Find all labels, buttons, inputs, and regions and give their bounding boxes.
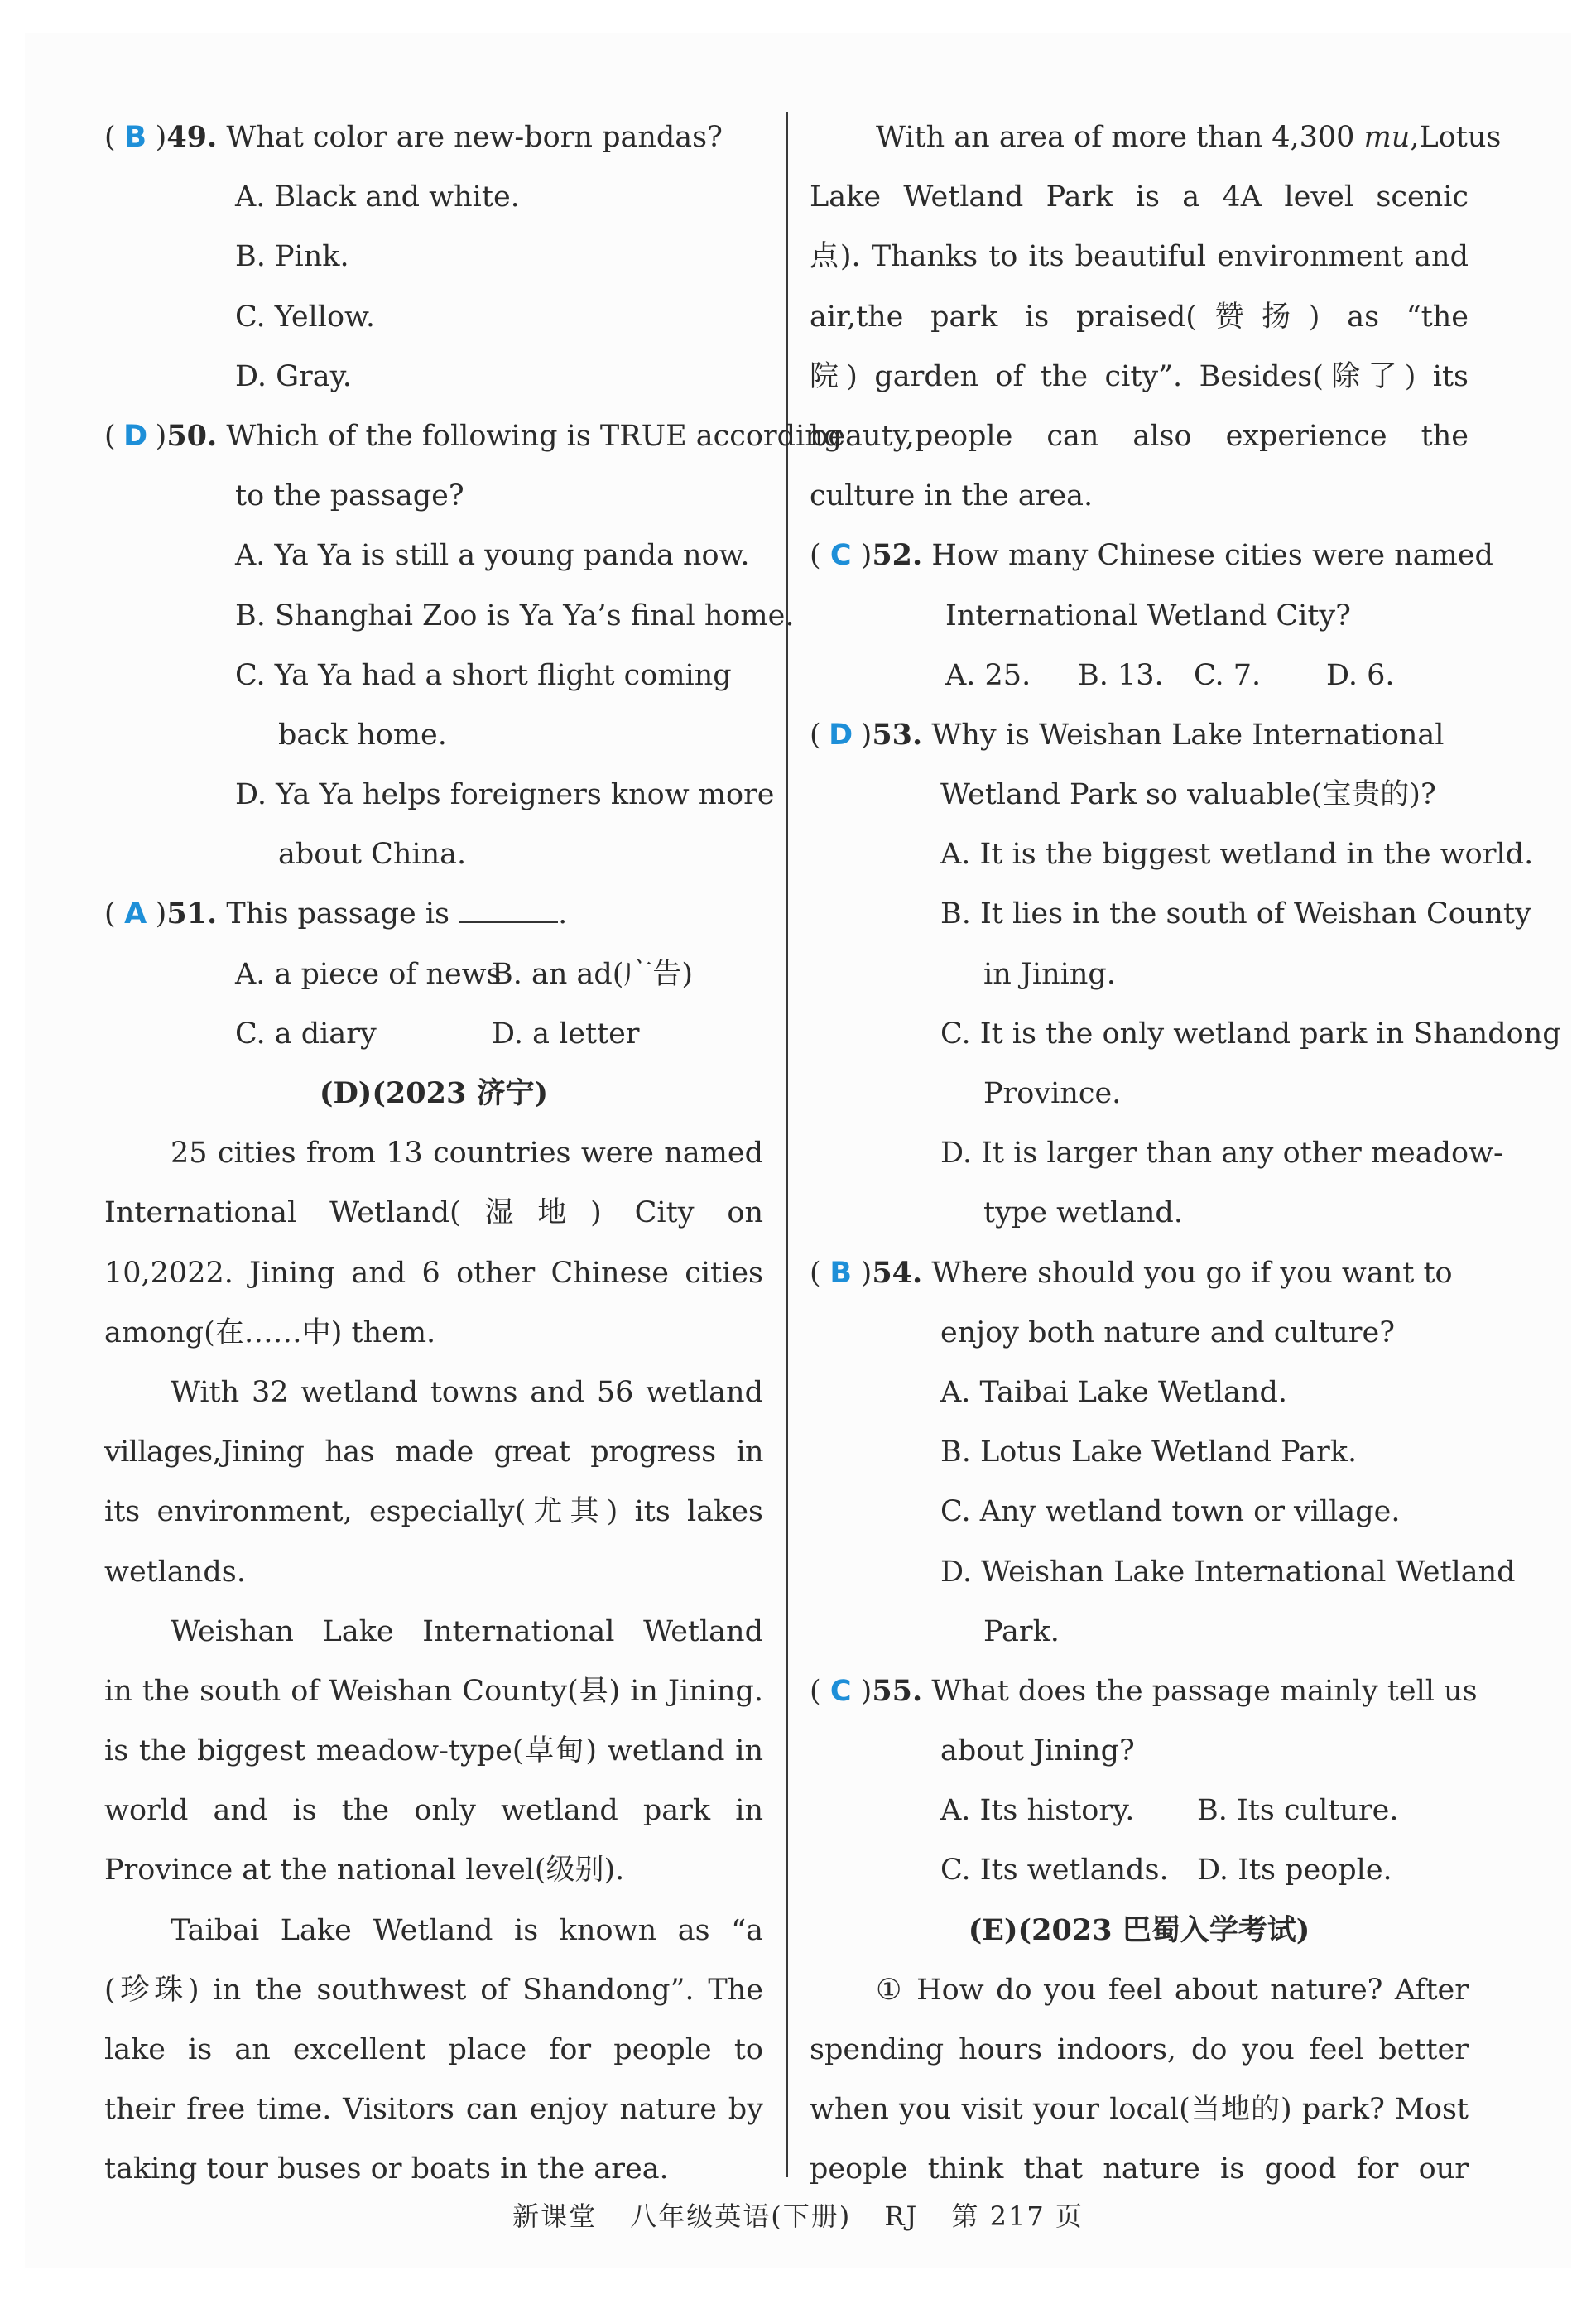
option: B. Shanghai Zoo is Ya Ya’s final home. — [235, 599, 795, 632]
option-cont: type wetland. — [983, 1196, 1183, 1230]
question-52: ( C )52. How many Chinese cities were named — [810, 526, 1469, 585]
paragraph-line: people think that nature is good for our — [810, 2152, 1469, 2186]
option: D. Ya Ya helps foreigners know more — [235, 778, 775, 812]
answer-53: D — [829, 718, 853, 752]
question-54: ( B )54. Where should you go if you want to — [810, 1243, 1469, 1303]
paragraph-text: ,Lotus — [1410, 121, 1502, 154]
paragraph-line — [810, 108, 1502, 167]
paragraph-line: when you visit your local(当地的) park? Most — [810, 2093, 1469, 2127]
page-footer — [0, 2196, 1596, 2234]
paragraph-line: beauty,people can also experience the — [810, 419, 1469, 453]
paragraph-text: With an area of more than 4,300 — [876, 121, 1364, 154]
option: D. Gray. — [235, 359, 352, 393]
option: A. Ya Ya is still a young panda now. — [235, 539, 750, 573]
unit-mu: mu — [1363, 121, 1411, 154]
paragraph-line: spending hours indoors, do you feel better — [810, 2033, 1469, 2066]
question-text-cont: International Wetland City? — [945, 599, 1351, 632]
paragraph-line: Province at the national level(级别). — [104, 1854, 625, 1888]
paragraph-line: wetlands. — [104, 1555, 246, 1589]
paragraph-line: 院) garden of the city”. Besides(除了) its — [810, 359, 1469, 393]
question-end: . — [558, 897, 568, 931]
option: A. It is the biggest wetland in the world. — [940, 838, 1534, 872]
option: B. 13. — [1078, 658, 1164, 692]
answer-51: A — [124, 897, 147, 931]
answer-52: C — [829, 539, 852, 573]
question-number: 51. — [166, 897, 218, 931]
paragraph-line: 点). Thanks to its beautiful environment and — [810, 240, 1469, 274]
paragraph-line: Lake Wetland Park is a 4A level scenic — [810, 180, 1469, 214]
paragraph-line: air,the park is praised(赞扬) as “the — [810, 300, 1469, 334]
question-number: 55. — [872, 1673, 923, 1708]
question-number: 53. — [872, 717, 923, 752]
question-text-cont: Wetland Park so valuable(宝贵的)? — [940, 778, 1436, 812]
paragraph-line: ① How do you feel about nature? After — [876, 1973, 1469, 2007]
footer-brand: 新课堂 — [512, 2200, 598, 2232]
footer-book: 八年级英语(下册) — [630, 2200, 852, 2232]
paragraph-line: in the south of Weishan County(县) in Jining. — [104, 1674, 763, 1708]
paragraph-line: their free time. Visitors can enjoy nature by — [104, 2093, 763, 2127]
paragraph-line: Taibai Lake Wetland is known as “a — [171, 1913, 763, 1947]
option: B. It lies in the south of Weishan County — [940, 897, 1531, 931]
question-number: 52. — [872, 538, 923, 573]
option: B. Its culture. — [1197, 1794, 1399, 1828]
paragraph-line: culture in the area. — [810, 479, 1094, 513]
paragraph-line: world and is the only wetland park in — [104, 1794, 763, 1828]
option: A. 25. — [945, 658, 1031, 692]
option: A. a piece of news — [235, 957, 502, 991]
answer-49: B — [124, 121, 147, 154]
paragraph-line: is the biggest meadow-type(草甸) wetland in — [104, 1734, 763, 1768]
question-text: Why is Weishan Lake International — [931, 718, 1445, 752]
option: C. 7. — [1194, 658, 1262, 692]
left-column — [104, 108, 843, 2200]
footer-edition: RJ — [884, 2200, 919, 2232]
option: B. Lotus Lake Wetland Park. — [940, 1436, 1358, 1469]
option: D. Weishan Lake International Wetland — [940, 1555, 1516, 1589]
question-51: ( A )51. This passage is . — [104, 884, 763, 944]
question-53: ( D )53. Why is Weishan Lake International — [810, 705, 1469, 765]
footer-page-number: 第 217 页 — [951, 2200, 1084, 2232]
paragraph-line: 10,2022. Jining and 6 other Chinese cities — [104, 1256, 763, 1290]
option: A. Its history. — [940, 1794, 1135, 1828]
option-row — [810, 1840, 1469, 1900]
question-text: What does the passage mainly tell us — [931, 1674, 1478, 1708]
question-number: 49. — [166, 120, 218, 154]
question-text: How many Chinese cities were named — [931, 539, 1493, 573]
question-55: ( C )55. What does the passage mainly tell us — [810, 1662, 1469, 1721]
question-text: Where should you go if you want to — [931, 1256, 1453, 1290]
answer-55: C — [829, 1674, 852, 1708]
question-text: This passage is — [226, 897, 449, 931]
question-50: ( D )50. Which of the following is TRUE according — [104, 406, 763, 466]
option-row — [810, 1781, 1469, 1840]
option: B. Pink. — [235, 240, 349, 274]
option: C. Its wetlands. — [940, 1854, 1169, 1888]
paragraph-line: With 32 wetland towns and 56 wetland — [171, 1375, 763, 1409]
question-text-cont: to the passage? — [235, 479, 464, 513]
option-cont: Province. — [983, 1077, 1122, 1110]
option: C. a diary — [235, 1017, 377, 1051]
paragraph-line: lake is an excellent place for people to — [104, 2033, 763, 2066]
section-heading-d: (D)(2023 济宁) — [319, 1076, 549, 1110]
option-cont: Park. — [983, 1614, 1060, 1648]
option: C. Yellow. — [235, 300, 375, 334]
option-row — [104, 945, 763, 1004]
option: D. Its people. — [1197, 1854, 1392, 1888]
option-cont: in Jining. — [983, 957, 1116, 991]
question-number: 50. — [166, 418, 218, 453]
section-heading-e: (E)(2023 巴蜀入学考试) — [968, 1912, 1310, 1947]
option-cont: about China. — [278, 838, 467, 872]
option: C. Any wetland town or village. — [940, 1495, 1401, 1529]
question-text-cont: about Jining? — [940, 1734, 1135, 1768]
paragraph-line: villages,Jining has made great progress in — [104, 1436, 763, 1469]
paragraph-line: International Wetland(湿地) City on — [104, 1196, 763, 1230]
answer-blank — [459, 897, 558, 923]
paragraph-line: Weishan Lake International Wetland — [171, 1614, 763, 1648]
question-text-cont: enjoy both nature and culture? — [940, 1315, 1395, 1349]
question-number: 54. — [872, 1255, 923, 1290]
option: D. a letter — [492, 1017, 640, 1051]
option: A. Taibai Lake Wetland. — [940, 1375, 1287, 1409]
option: C. It is the only wetland park in Shandong — [940, 1017, 1561, 1051]
option: A. Black and white. — [235, 180, 520, 214]
option: D. 6. — [1326, 658, 1395, 692]
paragraph-line: among(在……中) them. — [104, 1315, 436, 1349]
option-cont: back home. — [278, 718, 447, 752]
option-row — [104, 1004, 763, 1064]
paragraph-line: (珍珠) in the southwest of Shandong”. The — [104, 1973, 763, 2007]
paragraph-line: its environment, especially(尤其) its lakes — [104, 1495, 763, 1529]
option: C. Ya Ya had a short flight coming — [235, 658, 732, 692]
option: B. an ad(广告) — [492, 957, 694, 991]
answer-50: D — [123, 419, 148, 453]
right-column — [810, 108, 1561, 2200]
question-text: Which of the following is TRUE according — [226, 419, 843, 453]
option-row — [810, 646, 1469, 705]
question-49: ( B )49. What color are new-born pandas? — [104, 108, 763, 167]
option: D. It is larger than any other meadow- — [940, 1137, 1503, 1171]
paragraph-line: taking tour buses or boats in the area. — [104, 2152, 669, 2186]
answer-54: B — [829, 1256, 852, 1290]
paragraph-line: 25 cities from 13 countries were named — [171, 1137, 763, 1171]
question-text: What color are new-born pandas? — [226, 121, 723, 154]
